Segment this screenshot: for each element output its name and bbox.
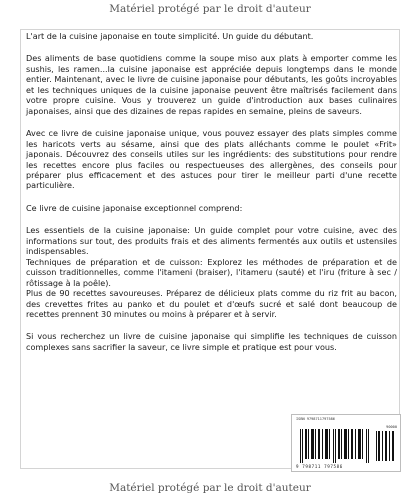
closing-paragraph: Si vous recherchez un livre de cuisine japonaise qui simplifie les techniques de cuisson complexes sans sacrifier la saveur, ce livre simple et pratique est pour vous. <box>26 331 397 352</box>
tagline: L'art de la cuisine japonaise en toute simplicité. Un guide du débutant. <box>26 31 314 41</box>
copyright-watermark-top: Matériel protégé par le droit d'auteur <box>109 3 311 15</box>
book-description <box>26 31 397 364</box>
feature-item-techniques: Techniques de préparation et de cuisson: Explorez les méthodes de préparation et de cuisson traditionnelles, comme l'itameni (braiser), l'itameru (sauté) et l'iru (friture à sec / rôtissage à la poêle). <box>26 256 397 288</box>
isbn-barcode <box>291 414 401 472</box>
barcode-digits: 9 798711 797586 <box>296 464 343 469</box>
feature-item-essentials: Les essentiels de la cuisine japonaise: Un guide complet pour votre cuisine, avec des informations sur tout, des produits frais et des aliments fermentés aux outils et ustensiles indispensables. <box>26 225 397 257</box>
copyright-watermark-bottom: Matériel protégé par le droit d'auteur <box>109 482 311 494</box>
details-paragraph: Avec ce livre de cuisine japonaise unique, vous pouvez essayer des plats simples comme les haricots verts au sésame, ainsi que des plats alléchants comme le poulet «Frit» japonais. Découvrez des conseils utiles sur les ingrédients: des substitutions pour rendre les recettes encore plus faciles ou respectueuses des allergènes, des conseils pour préparer plus efficacement et des astuces pour tirer le meilleur parti d'une recette particulière. <box>26 128 397 191</box>
price-barcode-bars <box>376 431 396 461</box>
isbn-label: ISBN 9798711797586 <box>296 417 335 421</box>
feature-item-recipes: Plus de 90 recettes savoureuses. Préparez de délicieux plats comme du riz frit au bacon, des crevettes frites au panko et du poulet et d'œufs sucré et salé dont beaucoup de recettes prennent 30 minutes ou moins à préparer et à servir. <box>26 288 397 319</box>
price-code: 90000 <box>386 425 397 429</box>
barcode-bars <box>300 429 372 463</box>
includes-heading: Ce livre de cuisine japonaise exceptionnel comprend: <box>26 202 243 213</box>
intro-paragraph: Des aliments de base quotidiens comme la soupe miso aux plats à emporter comme les sushis, les ramen...la cuisine japonaise est appréciée depuis longtemps dans le monde entier. Maintenant, avec le livre de cuisine japonaise pour débutants, les goûts incroyables et les techniques uniques de la cuisine japonaise peuvent être maîtrisés facilement dans votre propre cuisine. Vous y trouverez un guide d'introduction aux bases culinaires japonaises, ainsi que des dizaines de repas rapides en semaine, pleins de saveurs. <box>26 53 397 116</box>
